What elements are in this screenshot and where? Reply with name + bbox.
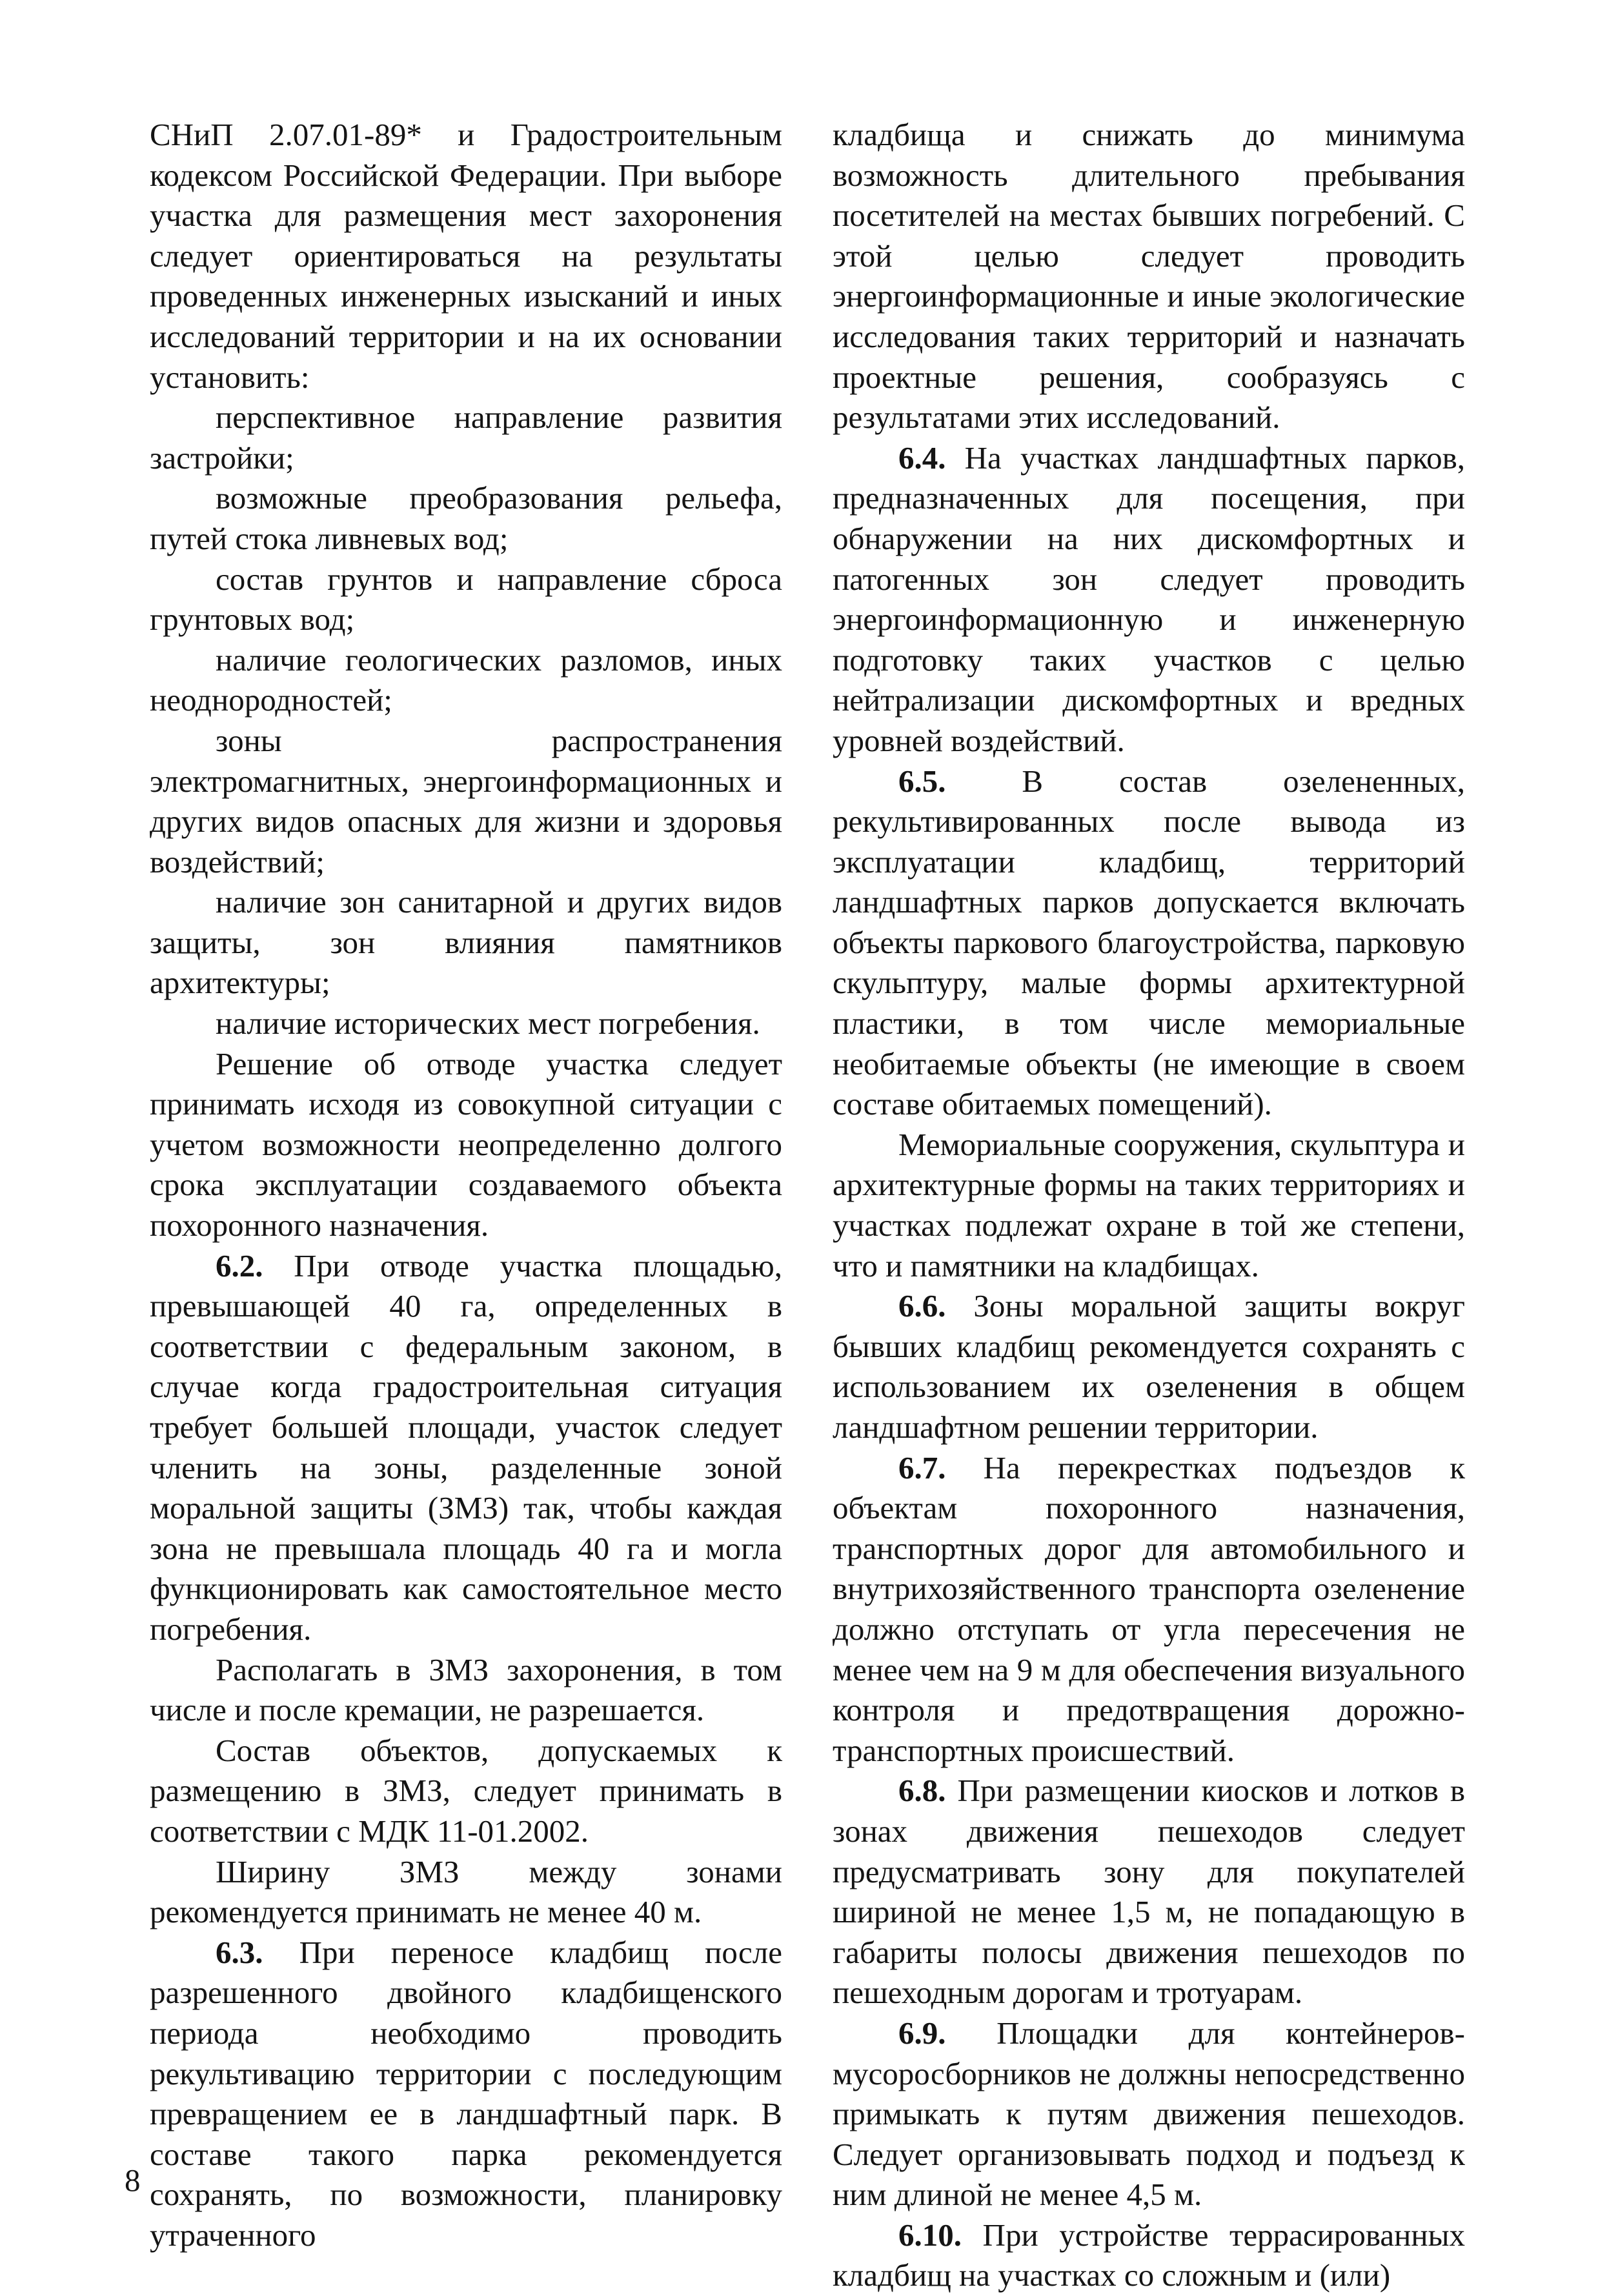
clause-text: При размещении киосков и лотков в зонах движения пешеходов следует предусматривать зону для покупателей шириной не менее 1,5 м, не попадающую в габариты полосы движения пешеходов по пешеходным дорогам и тротуарам. [833, 1773, 1465, 2011]
memorials-paragraph: Мемориальные сооружения, скульптура и архитектурные формы на таких территориях и участках подлежат охране в той же степени, что и памятники на кладбищах. [833, 1126, 1465, 1284]
list-item-soil-composition: состав грунтов и направление сброса грунтовых вод; [150, 561, 782, 638]
clause-text: Площадки для контейнеров-мусоросборников не должны непосредственно примыкать к путям движения пешеходов. Следует организовывать подход и подъезд к ним длиной не менее 4,5 м. [833, 2015, 1465, 2213]
clause-number: 6.3. [216, 1934, 263, 1970]
clause-6-3 [150, 1933, 782, 2256]
clause-number: 6.6. [898, 1288, 946, 1324]
list-item-development-direction: перспективное направление развития застройки; [150, 399, 782, 476]
clause-text: На перекрестках подъездов к объектам похоронного назначения, транспортных дорог для автомобильного и внутрихозяйственного транспорта озеленение должно отступать от угла пересечения не менее чем на 9 м для обеспечения визуального контроля и предотвращения дорожно-транспортных происшествий. [833, 1449, 1465, 1768]
clause-number: 6.8. [898, 1773, 946, 1809]
clause-6-7 [833, 1448, 1465, 1771]
clause-number: 6.7. [898, 1449, 946, 1485]
list-item-hazard-zones: зоны распространения электромагнитных, энергоинформационных и других видов опасных для жизни и здоровья воздействий; [150, 722, 782, 880]
continuation-paragraph: кладбища и снижать до минимума возможность длительного пребывания посетителей на местах бывших погребений. С этой целью следует проводить энергоинформационные и иные экологические исследования таких территорий и назначать проектные решения, сообразуясь с результатами этих исследований. [833, 117, 1465, 436]
zmz-width-paragraph: Ширину ЗМЗ между зонами рекомендуется принимать не менее 40 м. [150, 1853, 782, 1930]
clause-6-8 [833, 1771, 1465, 2013]
clause-6-5 [833, 761, 1465, 1125]
clause-text: При отводе участка площадью, превышающей 40 га, определенных в соответствии с федеральным законом, в случае когда градостроительная ситуация требует большей площади, участок следует членить на зоны, разделенные зоной моральной защиты (ЗМЗ) так, чтобы каждая зона не превышала площадь 40 га и могла функционировать как самостоятельное место погребения. [150, 1247, 782, 1647]
clause-6-10 [833, 2215, 1465, 2296]
clause-6-9 [833, 2013, 1465, 2215]
zmz-objects-paragraph: Состав объектов, допускаемых к размещению в ЗМЗ, следует принимать в соответствии с МДК 11-01.2002. [150, 1732, 782, 1849]
clause-text: На участках ландшафтных парков, предназначенных для посещения, при обнаружении на них дискомфортных и патогенных зон следует проводить энергоинформационную и инженерную подготовку таких участков с целью нейтрализации дискомфортных и вредных уровней воздействий. [833, 439, 1465, 758]
list-item-geological-faults: наличие геологических разломов, иных неоднородностей; [150, 641, 782, 718]
clause-number: 6.9. [898, 2015, 946, 2051]
clause-6-4 [833, 438, 1465, 761]
list-item-historical-burials: наличие исторических мест погребения. [216, 1005, 760, 1042]
left-column [150, 115, 782, 2255]
clause-text: В состав озелененных, рекультивированных после вывода из эксплуатации кладбищ, территорий ландшафтных парков допускается включать объекты паркового благоустройства, парковую скульптуру, малые формы архитектурной пластики, в том числе мемориальные необитаемые объекты (не имеющие в своем составе обитаемых помещений). [833, 763, 1465, 1122]
decision-paragraph: Решение об отводе участка следует принимать исходя из совокупной ситуации с учетом возможности неопределенно долгого срока эксплуатации создаваемого объекта похоронного назначения. [150, 1045, 782, 1244]
clause-number: 6.4. [898, 439, 946, 476]
clause-6-6 [833, 1286, 1465, 1447]
clause-text: При устройстве террасированных кладбищ на участках со сложным и (или) [833, 2217, 1465, 2293]
clause-text: Зоны моральной защиты вокруг бывших кладбищ рекомендуется сохранять с использованием их озеленения в общем ландшафтном решении территории. [833, 1288, 1465, 1445]
clause-text: При переносе кладбищ после разрешенного двойного кладбищенского периода необходимо проводить рекультивацию территории с последующим превращением ее в ландшафтный парк. В составе такого парка рекомендуется сохранять, по возможности, планировку утраченного [150, 1934, 782, 2253]
zmz-burials-paragraph: Располагать в ЗМЗ захоронения, в том числе и после кремации, не разрешается. [150, 1651, 782, 1728]
list-item-relief-transformation: возможные преобразования рельефа, путей стока ливневых вод; [150, 480, 782, 556]
list-item-protection-zones: наличие зон санитарной и других видов защиты, зон влияния памятников архитектуры; [150, 884, 782, 1001]
page-number: 8 [125, 2162, 141, 2198]
intro-paragraph: СНиП 2.07.01-89* и Градостроительным кодексом Российской Федерации. При выборе участка для размещения мест захоронения следует ориентироваться на результаты проведенных инженерных изысканий и иных исследований территории и на их основании установить: [150, 117, 782, 395]
clause-number: 6.2. [216, 1247, 263, 1284]
clause-6-2 [150, 1246, 782, 1650]
clause-number: 6.10. [898, 2217, 962, 2253]
clause-number: 6.5. [898, 763, 946, 799]
right-column [833, 115, 1465, 2296]
